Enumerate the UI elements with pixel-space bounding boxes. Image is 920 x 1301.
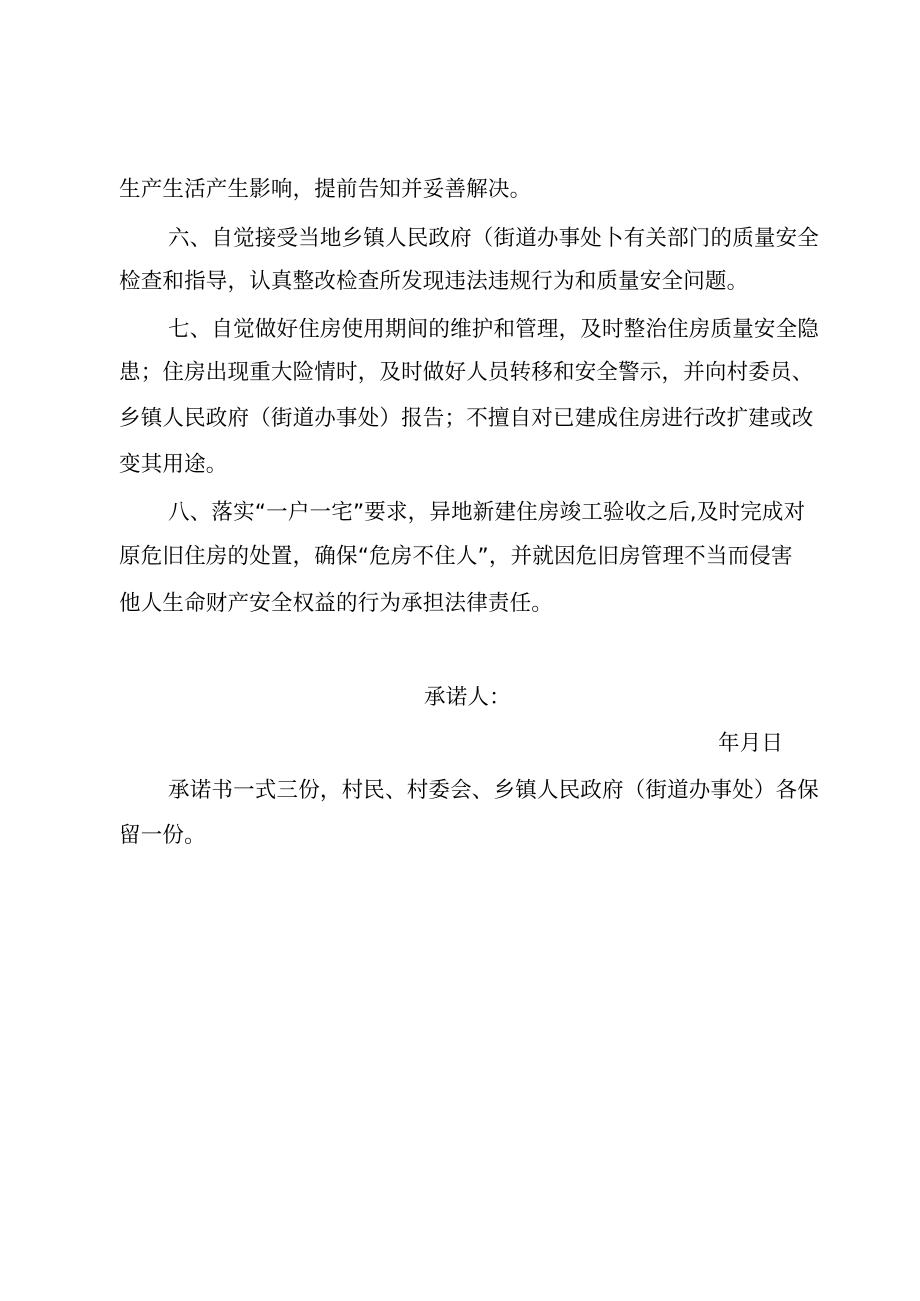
- signature-label: 承诺人：: [424, 685, 511, 710]
- note-line-2: 留一份。: [119, 823, 206, 848]
- paragraph-8-line-1: 八、落实“一户一宅”要求，异地新建住房竣工验收之后,及时完成对: [168, 500, 806, 525]
- paragraph-6-line-1: 六、自觉接受当地乡镇人民政府（街道办事处卜有关部门的质量安全: [168, 226, 820, 251]
- paragraph-7-line-2: 患；住房出现重大险情时，及时做好人员转移和安全警示，并向村委员、: [119, 360, 814, 385]
- paragraph-8-line-3: 他人生命财产安全权益的行为承担法律责任。: [119, 591, 554, 616]
- note-line-1: 承诺书一式三份，村民、村委会、乡镇人民政府（街道办事处）各保: [168, 778, 820, 803]
- paragraph-6-line-2: 检查和指导，认真整改检查所发现违法违规行为和质量安全问题。: [119, 269, 749, 294]
- paragraph-5-tail: 生产生活产生影响，提前告知并妥善解决。: [119, 177, 532, 202]
- paragraph-8-line-2: 原危旧住房的处置，确保“危房不住人”，并就因危旧房管理不当而侵害: [119, 544, 793, 569]
- paragraph-7-line-4: 变其用途。: [119, 452, 228, 477]
- paragraph-7-line-1: 七、自觉做好住房使用期间的维护和管理，及时整治住房质量安全隐: [168, 317, 820, 342]
- date-label: 年月日: [718, 731, 784, 756]
- paragraph-7-line-3: 乡镇人民政府（街道办事处）报告；不擅自对已建成住房进行改扩建或改: [119, 406, 814, 431]
